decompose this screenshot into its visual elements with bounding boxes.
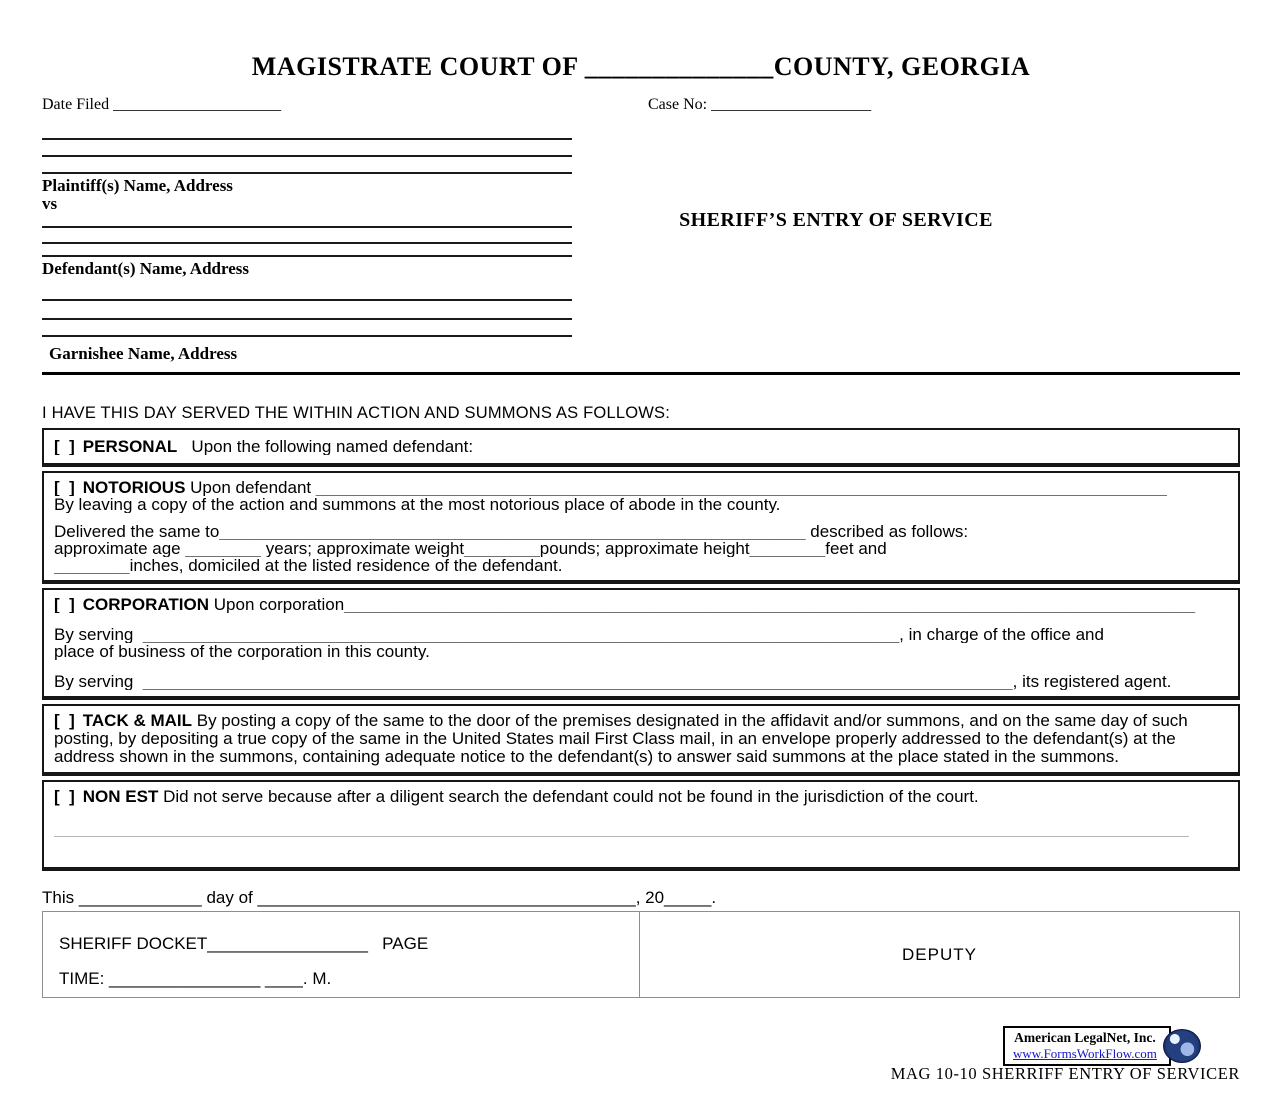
personal-row (54, 438, 1228, 455)
case-no-field: Case No: ____________________ (648, 96, 872, 113)
execution-date-line: This _____________ day of ________________________________________, 20_____. (42, 888, 717, 907)
notorious-defendant-blank: Upon defendant __________________________________________________________________________________________ (185, 479, 1167, 496)
signature-table (42, 911, 1240, 998)
defendant-label: Defendant(s) Name, Address (42, 259, 249, 278)
corporation-label: CORPORATION (82, 596, 210, 613)
non-est-blank-line: ________________________________________________________________________________________________________________________ (54, 820, 1189, 837)
section-corporation (42, 588, 1240, 700)
form-code: MAG 10-10 SHERRIFF ENTRY OF SERVICER (890, 1064, 1240, 1083)
county-blank-field: ______________ (584, 52, 774, 81)
globe-icon (1163, 1029, 1201, 1063)
garnishee-label: Garnishee Name, Address (49, 344, 238, 363)
non-est-checkbox[interactable]: [ ] (54, 787, 75, 806)
notorious-description-blanks: approximate age ________ years; approximate weight________pounds; approximate height________feet and (54, 540, 887, 557)
deputy-cell (640, 912, 1239, 997)
non-est-row (54, 788, 1228, 806)
form-title: SHERIFF’S ENTRY OF SERVICE (679, 209, 993, 231)
personal-label: PERSONAL (82, 438, 178, 455)
vs-label: vs (42, 194, 58, 213)
title-prefix: MAGISTRATE COURT OF (251, 52, 585, 81)
defendant-line-1 (42, 211, 572, 228)
corporation-row (54, 596, 1228, 613)
corporation-name-blank: Upon corporation__________________________________________________________________________________________ (209, 596, 1196, 613)
spacer (54, 837, 1228, 861)
section-personal (42, 428, 1240, 467)
served-statement: I HAVE THIS DAY SERVED THE WITHIN ACTION AND SUMMONS AS FOLLOWS: (42, 404, 670, 422)
filed-row (42, 96, 1240, 114)
notorious-label: NOTORIOUS (82, 479, 186, 496)
page-title (42, 52, 1240, 82)
spacer (54, 660, 1228, 673)
date-filed-field: Date Filed _____________________ (42, 96, 282, 113)
personal-checkbox[interactable]: [ ] (54, 438, 75, 455)
plaintiff-line-2 (42, 140, 572, 157)
spacer (54, 613, 1228, 626)
notorious-text-1: By leaving a copy of the action and summons at the most notorious place of abode in the county. (54, 496, 781, 513)
defendant-line-2 (42, 228, 572, 244)
tack-mail-checkbox[interactable]: [ ] (54, 711, 75, 730)
vendor-logo (1003, 1026, 1201, 1066)
corporation-serving-blank-1: By serving ________________________________________________________________________________, in charge of the office and (54, 626, 1104, 643)
parties-column (42, 127, 572, 363)
section-notorious (42, 471, 1240, 584)
garnishee-line-2 (42, 301, 572, 320)
notorious-delivered-blank: Delivered the same to______________________________________________________________ described as follows: (54, 523, 969, 540)
vendor-name: American LegalNet, Inc. (1014, 1030, 1156, 1045)
garnishee-line-3 (42, 320, 572, 337)
tack-mail-row (54, 712, 1228, 766)
plaintiff-line-3 (42, 157, 572, 174)
tack-mail-text: By posting a copy of the same to the door of the premises designated in the affidavit and/or summons, and on the same day of such posting, by depositing a true copy of the same in the United States mail First Class mail, in an envelope properly addressed to the defendant(s) at the address shown in the summons, containing adequate notice to the defendant(s) to answer said summons at the place stated in the summons. (54, 711, 1188, 766)
tack-mail-label: TACK & MAIL (82, 711, 193, 730)
vendor-link[interactable]: www.FormsWorkFlow.com (1013, 1046, 1157, 1061)
vendor-logo-box (1003, 1026, 1171, 1066)
sheriff-docket-field: SHERIFF DOCKET_________________ PAGE (59, 934, 429, 953)
spacer (54, 513, 1228, 523)
section-non-est (42, 780, 1240, 871)
defendant-line-3 (42, 244, 572, 257)
deputy-signature-label: DEPUTY (902, 944, 977, 964)
time-field: TIME: ________________ ____. M. (59, 969, 332, 988)
personal-text: Upon the following named defendant: (177, 438, 474, 455)
notorious-text-2: ________inches, domiciled at the listed residence of the defendant. (54, 557, 563, 574)
non-est-text: Did not serve because after a diligent search the defendant could not be found in the jurisdiction of the court. (158, 787, 979, 806)
plaintiff-line-1 (42, 127, 572, 140)
docket-cell (43, 912, 640, 997)
form-content (42, 0, 1240, 998)
notorious-row (54, 479, 1228, 496)
section-tack-mail (42, 704, 1240, 776)
corporation-checkbox[interactable]: [ ] (54, 596, 75, 613)
caption-block (42, 127, 1240, 375)
spacer (54, 806, 1228, 820)
notorious-checkbox[interactable]: [ ] (54, 479, 75, 496)
garnishee-line-1 (42, 278, 572, 301)
corporation-text-1: place of business of the corporation in this county. (54, 643, 430, 660)
title-suffix: COUNTY, GEORGIA (773, 52, 1031, 81)
plaintiff-label: Plaintiff(s) Name, Address (42, 176, 233, 195)
corporation-serving-blank-2: By serving ____________________________________________________________________________________________, its registered agent. (54, 673, 1172, 690)
non-est-label: NON EST (82, 787, 159, 806)
